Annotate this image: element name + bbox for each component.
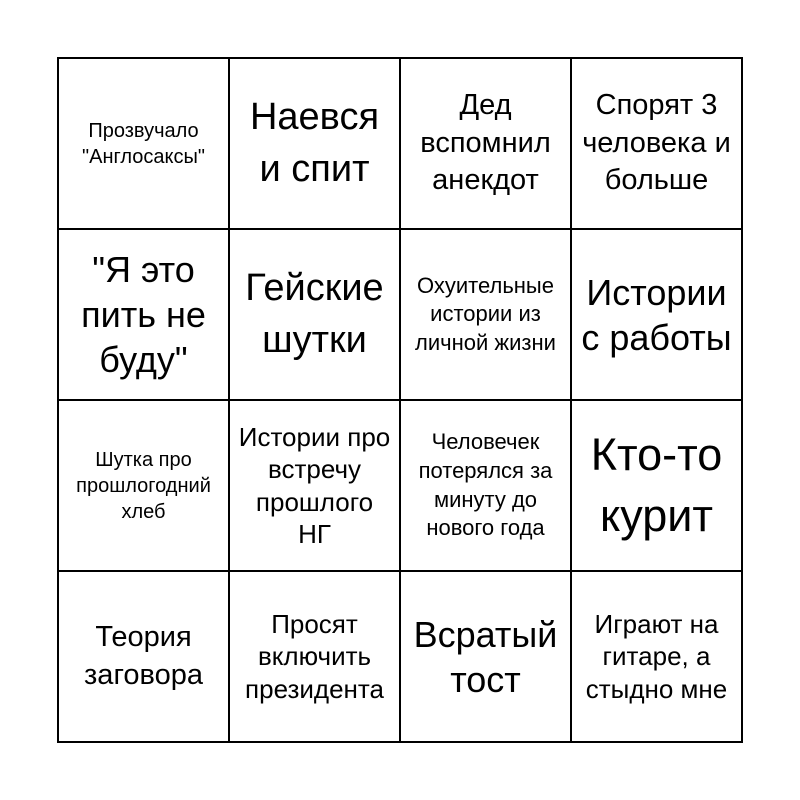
bingo-cell-label: Просят включить президента [245,608,384,704]
bingo-cell-2-4[interactable] [571,229,742,400]
bingo-cell-label: Наевся и спит [249,96,380,190]
bingo-cell-2-3[interactable] [400,229,571,400]
bingo-cell-label: Шутка про прошлогодний хлеб [76,448,211,523]
bingo-cell-label: Всратый тост [413,613,558,700]
bingo-cell-label: Спорят 3 человека и больше [582,88,731,197]
bingo-cell-label: Охуительные истории из личной жизни [415,272,556,355]
bingo-cell-label: Кто-то курит [590,428,723,541]
bingo-cell-4-1[interactable] [58,571,229,742]
bingo-cell-3-2[interactable] [229,400,400,571]
bingo-cell-label: Человечек потерялся за минуту до нового года [418,429,553,541]
bingo-cell-1-3[interactable] [400,58,571,229]
bingo-cell-1-1[interactable] [58,58,229,229]
bingo-cell-3-4[interactable] [571,400,742,571]
bingo-cell-3-3[interactable] [400,400,571,571]
bingo-cell-4-2[interactable] [229,571,400,742]
bingo-cell-3-1[interactable] [58,400,229,571]
bingo-cell-1-4[interactable] [571,58,742,229]
bingo-board [57,57,743,743]
bingo-cell-4-4[interactable] [571,571,742,742]
bingo-cell-label: Гейские шутки [245,267,384,361]
bingo-cell-label: Дед вспомнил анекдот [420,88,551,197]
bingo-cell-label: Играют на гитаре, а стыдно мне [585,608,728,704]
bingo-cell-2-2[interactable] [229,229,400,400]
bingo-cell-label: Истории с работы [581,271,732,358]
bingo-cell-2-1[interactable] [58,229,229,400]
bingo-cell-label: Истории про встречу прошлого НГ [238,421,391,549]
bingo-cell-4-3[interactable] [400,571,571,742]
bingo-cell-label: Прозвучало "Англосаксы" [82,119,205,168]
bingo-cell-label: Теория заговора [84,620,203,691]
bingo-cell-1-2[interactable] [229,58,400,229]
bingo-cell-label: "Я это пить не буду" [81,249,206,380]
